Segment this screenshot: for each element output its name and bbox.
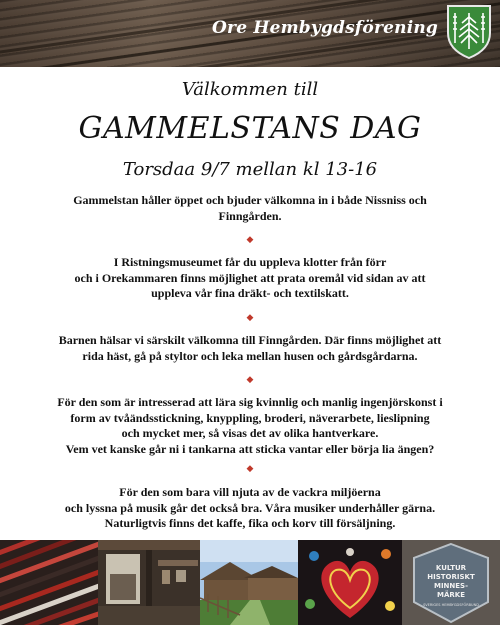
heritage-sign-photo [402, 540, 500, 625]
farm-buildings-photo [200, 540, 298, 625]
photo-strip [0, 540, 500, 625]
coat-of-arms-icon [444, 3, 494, 59]
sign-line: SVERIGES HEMBYGDSFÖRBUND [423, 603, 479, 607]
welcome-text: Välkommen till [181, 79, 319, 100]
paragraph-children [40, 333, 460, 364]
old-kitchen-photo [98, 540, 200, 625]
event-title: GAMMELSTANS DAG [78, 111, 422, 146]
paragraph-museum [40, 255, 460, 302]
flyer-content [0, 67, 500, 540]
paragraph-intro [40, 193, 460, 224]
sign-line: MÄRKE [437, 591, 465, 599]
paragraph-line: form av tvåändsstickning, knyppling, broderi, näverarbete, lieslipning [70, 410, 430, 425]
woven-textile-photo [0, 540, 98, 625]
paragraph-line: För den som är intresserad att lära sig kvinnlig och manlig ingenjörskonst i [57, 395, 443, 409]
diamond-icon: ◆ [246, 313, 254, 323]
paragraph-line: För den som bara vill njuta av de vackra miljöerna [119, 485, 381, 499]
paragraph-line: och lyssna på musik går det också bra. Våra musiker underhåller gärna. [64, 500, 436, 515]
paragraph-line: och i Orekammaren finns möjlighet att prata oremål vid sidan av att [74, 270, 426, 285]
paragraph-line: uppleva vår fina dräkt- och textilskatt. [151, 286, 349, 300]
paragraph-line: Vem vet kanske går ni i tankarna att sticka vantar eller börja lia ängen? [65, 441, 435, 456]
sign-line: KULTUR [435, 564, 467, 572]
paragraph-line: Gammelstan håller öppet och bjuder välkomna in i både Nissniss och [73, 193, 427, 207]
embroidered-heart-photo [298, 540, 402, 625]
paragraph-line: Finngården. [218, 208, 282, 223]
organization-name: Ore Hembygdsförening [212, 18, 438, 38]
paragraph-music [40, 485, 460, 532]
paragraph-crafts [40, 395, 460, 457]
event-date: Torsdaa 9/7 mellan kl 13-16 [122, 159, 378, 180]
sign-line: MINNES- [433, 582, 469, 590]
header-banner [0, 0, 500, 67]
paragraph-line: I Ristningsmuseumet får du uppleva klotter från förr [113, 255, 387, 269]
diamond-icon: ◆ [246, 464, 254, 474]
diamond-icon: ◆ [246, 375, 254, 385]
paragraph-line: Barnen hälsar vi särskilt välkomna till Finngården. Där finns möjlighet att [58, 333, 442, 347]
paragraph-line: och mycket mer, så visas det av olika hantverkare. [121, 426, 379, 440]
sign-line: HISTORISKT [427, 573, 475, 581]
paragraph-line: rida häst, gå på styltor och leka mellan husen och gårdsgårdarna. [82, 348, 418, 363]
paragraph-line: Naturligtvis finns det kaffe, fika och korv till försäljning. [104, 516, 396, 530]
diamond-icon: ◆ [246, 235, 254, 245]
